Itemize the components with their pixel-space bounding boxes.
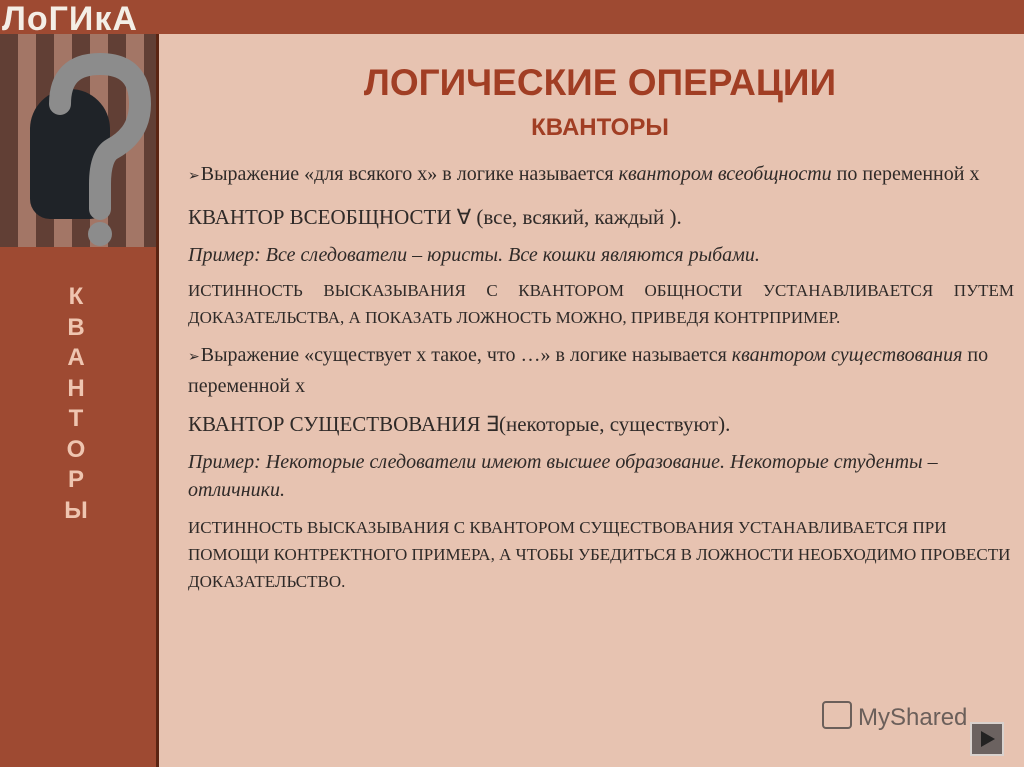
existential-example: Пример: Некоторые следователи имеют высшее образование. Некоторые студенты – отличники.	[188, 451, 938, 501]
arrow-bullet-icon: ➢	[188, 169, 200, 184]
sidebar-letter: Р	[67, 466, 84, 493]
sidebar-letter: К	[68, 283, 84, 310]
page-subtitle: КВАНТОРЫ	[531, 114, 669, 141]
page-title: ЛОГИЧЕСКИЕ ОПЕРАЦИИ	[363, 62, 837, 103]
definition-universal: ➢Выражение «для всякого х» в логике называется квантором всеобщности по переменной х	[188, 163, 980, 185]
definition-existential: ➢Выражение «существует х такое, что …» в логике называется квантором существования по переменной х	[188, 344, 989, 397]
sidebar-letter: Ы	[64, 496, 88, 524]
universal-example: Пример: Все следователи – юристы. Все кошки являются рыбами.	[188, 244, 760, 266]
universal-truth-note: ИСТИННОСТЬ ВЫСКАЗЫВАНИЯ С КВАНТОРОМ ОБЩНОСТИ УСТАНАВЛИВАЕТСЯ ПУТЕМ ДОКАЗАТЕЛЬСТВА, А ПОКАЗАТЬ ЛОЖНОСТЬ МОЖНО, ПРИВЕДЯ КОНТРПРИМЕР.	[188, 281, 1014, 327]
sidebar-divider	[156, 34, 159, 767]
sidebar-letter: О	[66, 435, 86, 463]
arrow-bullet-icon: ➢	[188, 350, 200, 365]
slide-content	[188, 160, 1014, 595]
sidebar-letter: Т	[68, 405, 84, 432]
head-question-image	[0, 34, 156, 247]
sidebar-letter: А	[67, 344, 85, 371]
existential-truth-note: ИСТИННОСТЬ ВЫСКАЗЫВАНИЯ С КВАНТОРОМ СУЩЕСТВОВАНИЯ УСТАНАВЛИВАЕТСЯ ПРИ ПОМОЩИ КОНТРЕКТНОГО ПРИМЕРА, А ЧТОБЫ УБЕДИТЬСЯ В ЛОЖНОСТИ НЕОБХОДИМО ПРОВЕСТИ ДОКАЗАТЕЛЬСТВО.	[188, 518, 1011, 591]
watermark: MyShared	[822, 701, 967, 732]
existential-quantifier: КВАНТОР СУЩЕСТВОВАНИЯ ∃(некоторые, существуют).	[188, 412, 731, 436]
sidebar-vertical-title	[56, 282, 96, 526]
logo-text: ЛоГИкА	[2, 0, 138, 38]
universal-quantifier: КВАНТОР ВСЕОБЩНОСТИ ∀ (все, всякий, каждый ).	[188, 205, 682, 229]
sidebar-letter: Н	[67, 374, 85, 402]
next-slide-button[interactable]	[970, 722, 1004, 756]
myshared-logo-icon	[822, 701, 852, 729]
sidebar-letter: В	[67, 313, 85, 341]
question-mark-icon	[0, 34, 156, 247]
